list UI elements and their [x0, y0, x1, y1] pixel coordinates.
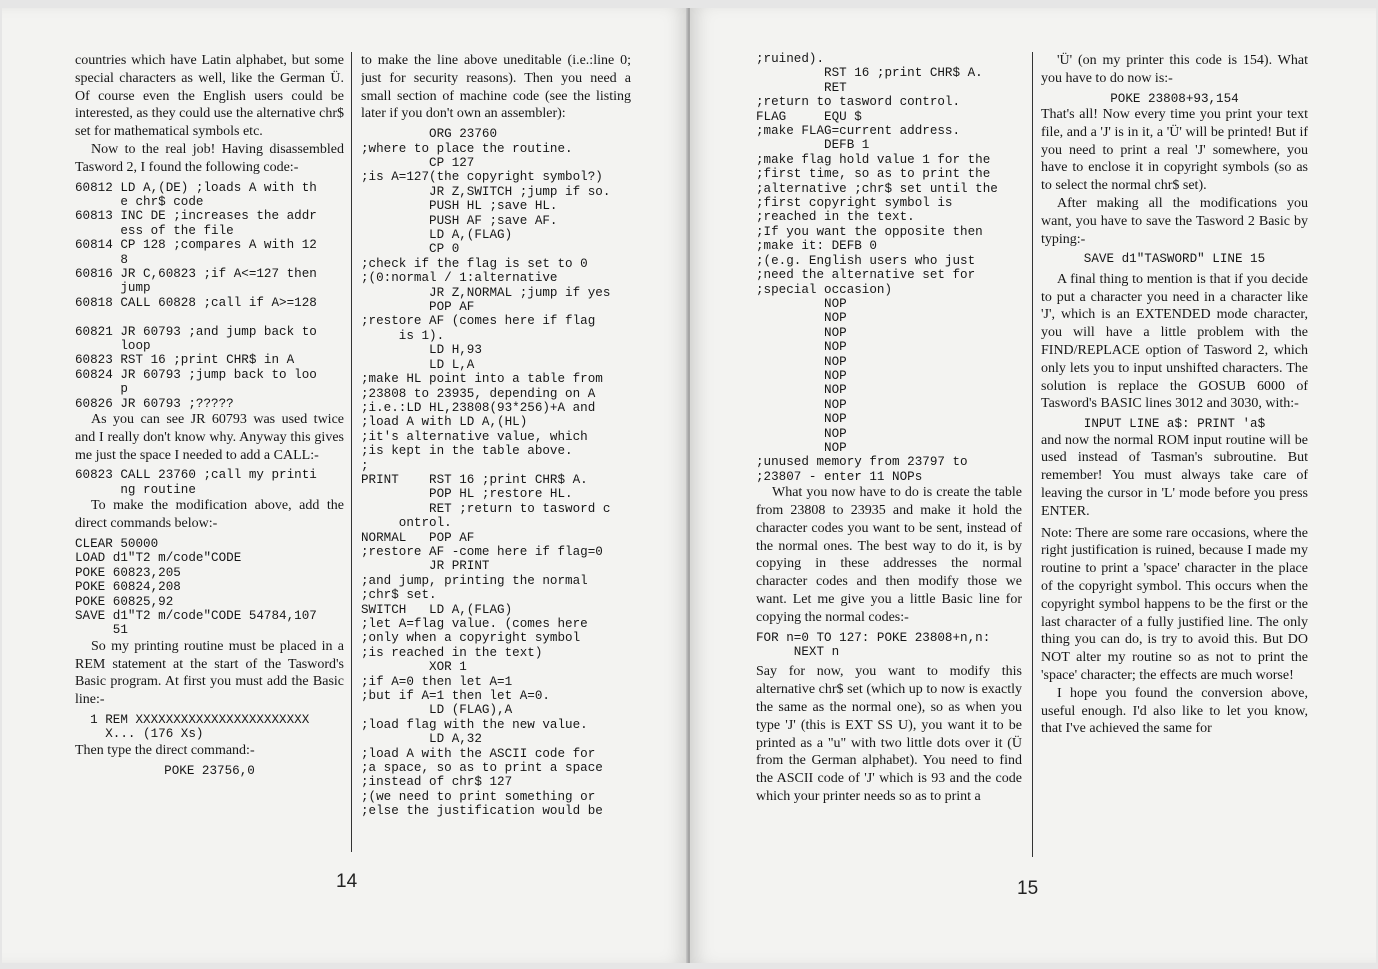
left-page-column-2 — [361, 52, 631, 852]
column-divider — [351, 52, 352, 852]
code-listing: FOR n=0 TO 127: POKE 23808+n,n: NEXT n — [756, 630, 991, 659]
paragraph: Then type the direct command:- — [75, 742, 255, 758]
paragraph: I hope you found the conversion above, useful enough. I'd also like to let you know, that I've achieved the same for — [1041, 685, 1308, 737]
code-listing: 60823 CALL 23760 ;call my printi ng routine — [75, 468, 317, 497]
left-page-column-1 — [75, 52, 344, 852]
code-listing: ORG 23760 ;where to place the routine. CP 127 ;is A=127(the copyright symbol?) JR Z,SWITCH ;jump if so. PUSH HL ;save HL. PUSH AF ;save AF. LD A,(FLAG) CP 0 ;check if the flag is set to 0 ;(0:normal / 1:alternative JR Z,NORMAL ;jump if yes POP AF ;restore AF (comes here if flag is 1). LD H,93 LD L,A ;make HL point into a table from ;23808 to 23935, depending on A ;i.e.:LD HL,23808(93*256)+A and ;load A with LD A,(HL) ;it's alternative value, which ;is kept in the table above. ; PRINT RST 16 ;print CHR$ A. POP HL ;restore HL. RET ;return to tasword c ontrol. NORMAL POP AF ;restore AF -come here if flag=0 JR PRINT ;and jump, printing the normal ;chr$ set. SWITCH LD A,(FLAG) ;let A=flag value. (comes here ;only when a copyright symbol ;is reached in the text) XOR 1 ;if A=0 then let A=1 ;but if A=1 then let A=0. LD (FLAG),A ;load flag with the new value. LD A,32 ;load A with the ASCII code for ;a space, so as to print a space ;instead of chr$ 127 ;(we need to print something or ;else the justification would be — [361, 127, 611, 819]
page-number: 14 — [336, 871, 358, 892]
paragraph: countries which have Latin alphabet, but some special characters as well, like the German Ü. Of course even the English users could be interested, as they could use the alternative chr$ set for mathematical symbols etc. — [75, 53, 344, 140]
paragraph: After making all the modifications you want, you have to save the Tasword 2 Basic by typing:- — [1041, 195, 1308, 247]
right-page-column-2 — [1041, 52, 1308, 852]
code-listing: CLEAR 50000 LOAD d1"T2 m/code"CODE POKE 60823,205 POKE 60824,208 POKE 60825,92 SAVE d1"T2 m/code"CODE 54784,107 51 — [75, 536, 317, 638]
code-listing: POKE 23756,0 — [164, 763, 255, 778]
paragraph: Now to the real job! Having disassembled Tasword 2, I found the following code:- — [75, 141, 344, 175]
column-divider — [1032, 52, 1033, 857]
paragraph: 'Ü' (on my printer this code is 154). What you have to do now is:- — [1041, 53, 1308, 86]
paragraph: That's all! Now every time you print your text file, and a 'J' is in it, a 'Ü' will be printed! But if you need to print a real 'J' somewhere, you have to enclose it in copyright symbols (so as to select the normal chr$ set). — [1041, 107, 1308, 194]
paragraph: Say for now, you want to modify this alternative chr$ set (which up to now is exactly the same as the normal one), so as when you type 'J' (this is EXT SS U), you want it to be printed as a "u" with two little dots over it (Ü from the German alphabet). You need to find the ASCII code of 'J' which is 93 and the code which your printer needs so as to print a — [756, 664, 1022, 804]
code-listing: ;ruined). RST 16 ;print CHR$ A. RET ;return to tasword control. FLAG EQU $ ;make FLAG=current address. DEFB 1 ;make flag hold value 1 for the ;first time, so as to print the ;alternative ;chr$ set until the ;first copyright symbol is ;reached in the text. ;If you want the opposite then ;make it: DEFB 0 ;(e.g. English users who just ;need the alternative set for ;special occasion) NOP NOP NOP NOP NOP NOP NOP NOP NOP NOP NOP ;unused memory from 23797 to ;23807 - enter 11 NOPs — [756, 52, 998, 484]
code-listing: INPUT LINE a$: PRINT 'a$ — [1083, 417, 1266, 432]
paragraph: Note: There are some rare occasions, where the right justification is ruined, because I made my routine to print a 'space' character in the place of the copyright symbol. This occurs when the copyright symbol happens to be the first or the last character of a fully justified line. The only thing you can do, is try to avoid this. But DO NOT alter my routine so as not to print the 'space' character; the effects are much worse! — [1041, 525, 1308, 683]
paragraph: to make the line above uneditable (i.e.:line 0; just for security reasons). Then you need a small section of machine code (see the listing later if you don't own an assembler): — [361, 53, 631, 122]
right-page-column-1 — [756, 52, 1022, 852]
code-listing: POKE 23808+93,154 — [1110, 91, 1239, 106]
code-listing: 60812 LD A,(DE) ;loads A with th e chr$ code 60813 INC DE ;increases the addr ess of the file 60814 CP 128 ;compares A with 12 8 60816 JR C,60823 ;if A<=127 then jump 60818 CALL 60828 ;call if A>=128 60821 JR 60793 ;and jump back to loop 60823 RST 16 ;print CHR$ in A 60824 JR 60793 ;jump back to loo p 60826 JR 60793 ;????? — [75, 180, 317, 411]
paragraph: What you now have to do is create the table from 23808 to 23935 and make it hold the character codes you want to be sent, instead of the normal ones. The best way to do it, is by copying in these addresses the normal character codes and then modify those we want. Let me give you a little Basic line for copying the normal codes:- — [756, 485, 1022, 625]
page-number: 15 — [1017, 878, 1039, 899]
paragraph: So my printing routine must be placed in a REM statement at the start of the Tasword's Basic program. At first you must add the Basic line:- — [75, 638, 344, 708]
paragraph: To make the modification above, add the direct commands below:- — [75, 498, 344, 532]
paragraph: A final thing to mention is that if you decide to put a character you need in a character like 'J', which is an EXTENDED mode character, you will have a little problem with the FIND/REPLACE option of Tasword 2, which only lets you to input unshifted characters. The solution is replace the GOSUB 6000 of Tasword's BASIC lines 3012 and 3030, with:- — [1041, 271, 1308, 412]
paragraph: As you can see JR 60793 was used twice and I really don't know why. Anyway this gives me just the space I needed to add a CALL:- — [75, 412, 344, 463]
code-listing: 1 REM XXXXXXXXXXXXXXXXXXXXXXX X... (176 Xs) — [90, 712, 310, 742]
code-listing: SAVE d1"TASWORD" LINE 15 — [1083, 252, 1266, 267]
paragraph: and now the normal ROM input routine will be used instead of Tasman's subroutine. But remember! You must always take care of leaving the cursor in 'L' mode before you press ENTER. — [1041, 432, 1308, 519]
